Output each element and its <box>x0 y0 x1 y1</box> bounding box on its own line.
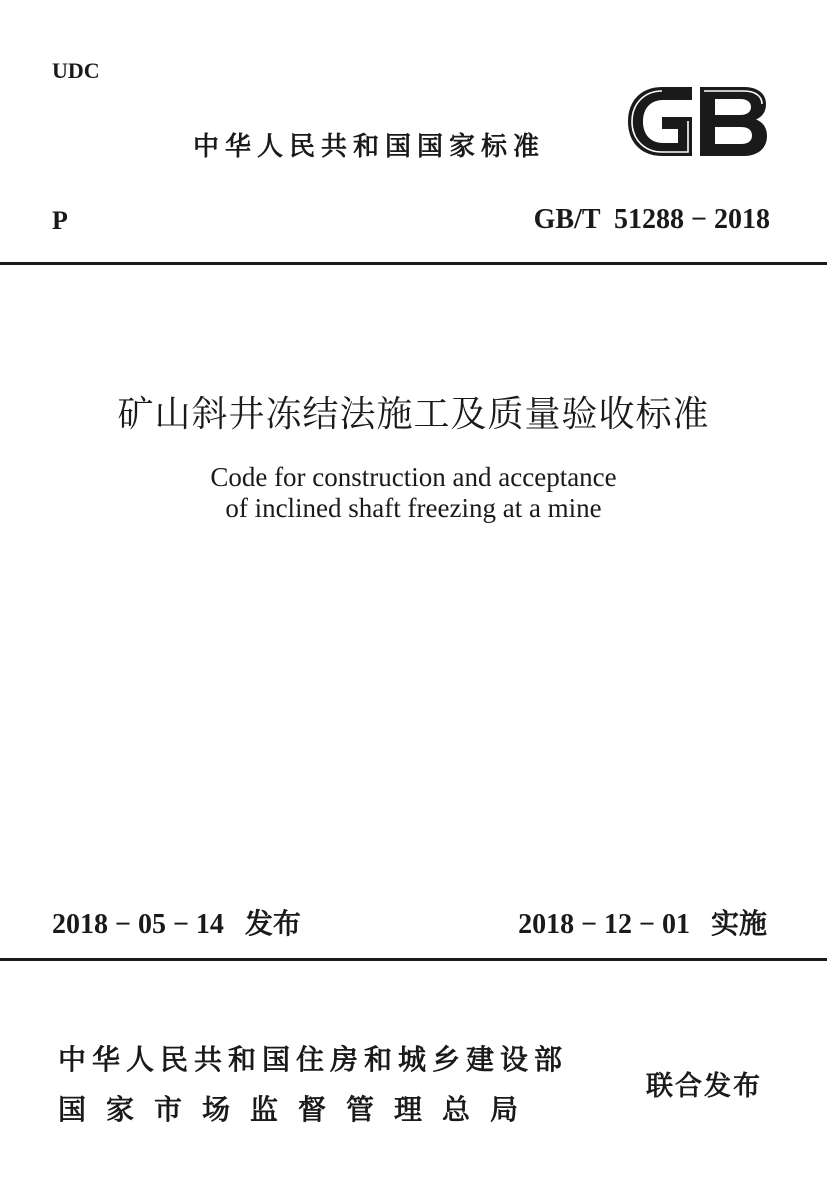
chinese-title: 矿山斜井冻结法施工及质量验收标准 <box>117 394 710 435</box>
gb-logo <box>626 85 769 158</box>
publisher-line-2: 国家市场监督管理总局 <box>58 1093 539 1126</box>
udc-label: UDC <box>52 58 100 83</box>
english-title-line-2: of inclined shaft freezing at a mine <box>225 493 602 523</box>
english-title <box>0 462 827 524</box>
joint-publish-label: 联合发布 <box>646 1071 762 1102</box>
implement-date-block <box>518 902 767 942</box>
issue-date-block <box>52 902 301 942</box>
top-divider <box>0 262 827 265</box>
publisher-line-1: 中华人民共和国住房和城乡建设部 <box>58 1043 569 1076</box>
implement-label: 实施 <box>710 907 767 940</box>
classification-code: P <box>52 206 68 235</box>
issue-label: 发布 <box>244 907 301 940</box>
implement-date: 2018 − 12 − 01 <box>518 909 690 940</box>
bottom-divider <box>0 958 827 961</box>
national-standard-title: 中华人民共和国国家标准 <box>193 132 546 162</box>
standard-number: GB/T 51288 − 2018 <box>533 204 770 235</box>
english-title-line-1: Code for construction and acceptance <box>210 462 617 492</box>
issue-date: 2018 − 05 − 14 <box>52 909 224 940</box>
